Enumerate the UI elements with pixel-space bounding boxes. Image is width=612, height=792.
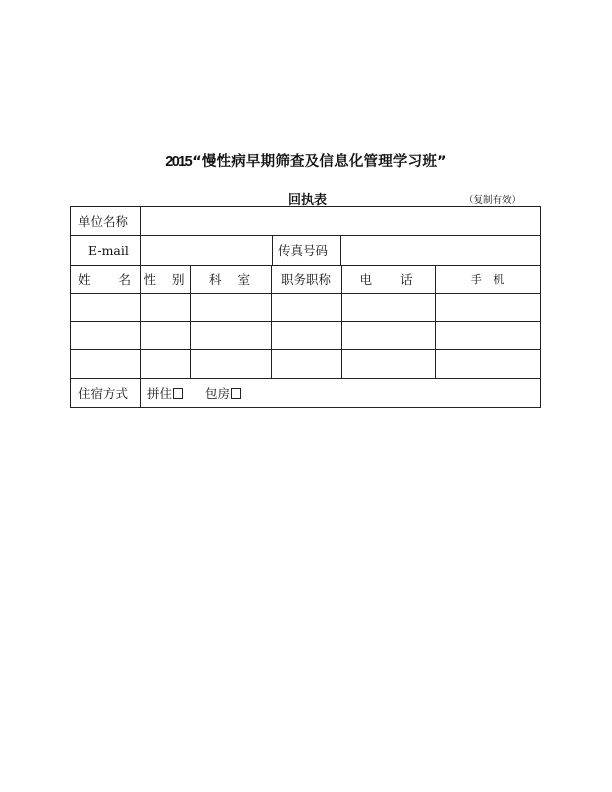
title-year: 2015 [165,154,192,170]
email-field[interactable] [141,235,272,265]
column-header-title: 职务职称 [280,272,331,287]
entry-row-1[interactable] [71,293,540,321]
column-header-department: 科 室 [209,272,256,287]
lodging-private-label: 包房 [205,386,231,401]
lodging-shared-label: 拼住 [147,386,173,401]
column-header-name: 姓 名 [78,272,143,287]
column-header-gender: 性 别 [143,272,191,287]
column-header-mobile: 手 机 [470,273,509,286]
entry-row-3[interactable] [71,349,540,378]
unit-name-field[interactable] [141,207,540,235]
fax-field[interactable] [341,235,540,265]
col-divider [272,235,273,265]
registration-form-table [70,206,541,408]
copy-valid-note: （复制有效） [464,195,522,206]
title-text: “慢性病早期筛查及信息化管理学习班” [192,154,447,170]
fax-label: 传真号码 [278,243,329,258]
form-subtitle: 回执表 [288,193,328,208]
email-label: E-mail [88,242,129,258]
lodging-options [147,378,241,408]
lodging-shared-checkbox[interactable] [173,388,183,399]
entry-row-2[interactable] [71,321,540,349]
lodging-label: 住宿方式 [78,386,129,401]
document-title [0,150,612,171]
column-header-phone: 电 话 [359,272,425,287]
lodging-private-checkbox[interactable] [231,388,241,399]
row-divider [71,378,540,379]
unit-name-label: 单位名称 [78,214,129,229]
